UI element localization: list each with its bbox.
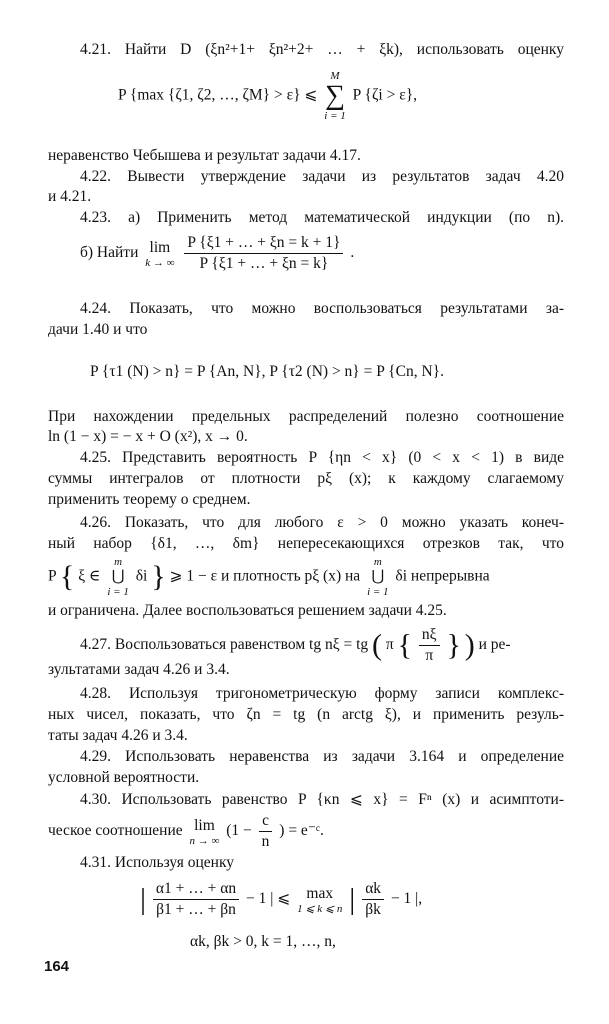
fraction-denominator: P {ξ1 + … + ξn = k} — [199, 255, 329, 272]
formula-4-21-left: P {max {ζ1, ζ2, …, ζM} > ε} ⩽ — [118, 86, 318, 104]
union-upper-2: m — [373, 556, 382, 568]
lim-word: lim — [194, 816, 215, 834]
union-sign-2: ⋃ — [371, 568, 385, 585]
problem-4-24-line3: При нахождении предельных распределений полезно соотношение — [48, 408, 564, 425]
formula-4-21-sum — [324, 70, 345, 122]
union-lower-2: i = 1 — [367, 586, 389, 598]
fraction-4-30 — [259, 812, 273, 851]
pi-symbol: π — [385, 636, 394, 654]
fraction-4-23 — [184, 234, 343, 273]
prob-symbol: P — [48, 567, 57, 585]
fraction-numerator: P {ξ1 + … + ξn = k + 1} — [184, 234, 343, 254]
fraction-denominator: β1 + … + βn — [156, 901, 236, 918]
abs-bar-left-2: | — [349, 882, 356, 916]
formula-4-26-end: δi непрерывна — [395, 567, 490, 585]
lim-word: lim — [149, 238, 171, 256]
union-operator-2 — [367, 556, 388, 598]
formula-4-21 — [118, 70, 417, 122]
fraction-numerator: αk — [362, 880, 384, 900]
fraction-numerator: c — [259, 812, 272, 832]
paren-open-expr: (1 − — [226, 822, 252, 840]
problem-4-22-line2: и 4.21. — [48, 188, 92, 205]
formula-4-31-end: − 1 |, — [390, 890, 423, 908]
problem-4-29-line1: 4.29. Использовать неравенства из задачи 3.164 и определение — [80, 748, 564, 765]
abs-bar-left: | — [140, 882, 147, 916]
limit-operator — [145, 239, 174, 269]
union-operator — [107, 556, 128, 598]
problem-4-27-tail: и ре- — [478, 636, 511, 654]
sum-lower-limit: i = 1 — [324, 110, 346, 122]
problem-4-28-line3: таты задач 4.26 и 3.4. — [48, 727, 188, 744]
delta-term: δi — [135, 567, 148, 585]
problem-4-25-line2: суммы интегралов от плотности pξ (x); к каждому слагаемому — [48, 470, 564, 487]
union-sign: ⋃ — [111, 568, 125, 585]
fraction-numerator: nξ — [419, 626, 440, 646]
problem-4-27-text: 4.27. Воспользоваться равенством tg nξ = tg — [80, 636, 369, 654]
sum-sign: ∑ — [325, 80, 345, 111]
formula-4-31 — [140, 880, 422, 919]
problem-4-28-line2: ных чисел, показать, что ζn = tg (n arctg ξ), и применить резуль- — [48, 706, 564, 723]
page-number: 164 — [44, 958, 70, 975]
xi-in: ξ ∈ — [78, 567, 101, 585]
problem-4-26-line4: и ограничена. Далее воспользоваться решением задачи 4.25. — [48, 602, 447, 619]
left-brace: { — [59, 560, 75, 593]
formula-end-dot: . — [350, 244, 355, 262]
problem-4-27-line2: зультатами задач 4.26 и 3.4. — [48, 661, 230, 678]
formula-4-26 — [48, 556, 490, 598]
left-brace-frac: { — [397, 628, 413, 662]
problem-4-23-b-label: б) Найти — [80, 244, 139, 262]
problem-4-28-line1: 4.28. Используя тригонометрическую форму записи комплекс- — [80, 685, 564, 702]
problem-4-31-text: 4.31. Используя оценку — [80, 854, 235, 871]
formula-4-31-middle: − 1 | ⩽ — [246, 890, 291, 908]
right-brace: } — [151, 560, 166, 593]
fraction-denominator: n — [261, 833, 270, 850]
limit-operator — [190, 817, 220, 847]
problem-4-30-line1: 4.30. Использовать равенство P {κn ⩽ x} = Fⁿ (x) и асимптоти- — [80, 791, 564, 808]
formula-4-31-conditions: αk, βk > 0, k = 1, …, n, — [190, 933, 336, 950]
lim-subscript: k → ∞ — [145, 256, 175, 269]
fraction-alpha-beta-k — [362, 880, 384, 919]
sum-upper-limit: M — [330, 70, 340, 82]
union-lower: i = 1 — [107, 586, 129, 598]
problem-4-25-line1: 4.25. Представить вероятность P {ηn < x} (0 < x < 1) в виде — [80, 449, 564, 466]
formula-4-21-right: P {ζi > ε}, — [352, 86, 418, 104]
fraction-alpha-beta-sum — [153, 880, 239, 919]
formula-4-30 — [48, 812, 324, 851]
formula-4-24: P {τ1 (N) > n} = P {An, N}, P {τ2 (N) > n} = P {Cn, N}. — [90, 363, 444, 380]
fraction-numerator: α1 + … + αn — [153, 880, 239, 900]
problem-4-30-line2: ческое соотношение — [48, 822, 183, 840]
problem-4-29-line2: условной вероятности. — [48, 769, 200, 786]
close-paren: ) — [464, 628, 475, 662]
problem-4-25-line3: применить теорему о среднем. — [48, 491, 251, 508]
fraction-denominator: βk — [365, 901, 381, 918]
problem-4-26-line2: ный набор {δ1, …, δm} непересекающихся отрезков так, что — [48, 535, 564, 552]
problem-4-24-line2: дачи 1.40 и что — [48, 321, 148, 338]
formula-4-23-b — [80, 234, 354, 273]
open-paren: ( — [372, 628, 383, 662]
union-upper: m — [114, 556, 123, 568]
problem-4-21-text: 4.21. Найти D (ξn²+1+ ξn²+2+ … + ξk), использовать оценку — [80, 41, 564, 58]
paren-close-expr: ) = e⁻ᶜ. — [279, 822, 324, 840]
problem-4-24-line4: ln (1 − x) = − x + O (x²), x → 0. — [48, 428, 248, 445]
problem-4-24-line1: 4.24. Показать, что можно воспользоваться результатами за- — [80, 300, 564, 317]
max-subscript: 1 ⩽ k ⩽ n — [297, 902, 343, 915]
problem-4-22-line1: 4.22. Вывести утверждение задачи из результатов задач 4.20 — [80, 168, 564, 185]
lim-subscript: n → ∞ — [189, 834, 220, 847]
formula-4-26-middle: ⩾ 1 − ε и плотность pξ (x) на — [169, 567, 361, 585]
max-operator — [297, 885, 342, 915]
max-word: max — [306, 884, 334, 902]
problem-4-26-line1: 4.26. Показать, что для любого ε > 0 можно указать конеч- — [80, 514, 564, 531]
problem-4-23-a: 4.23. а) Применить метод математической индукции (по n). — [80, 209, 564, 226]
right-brace-frac: } — [446, 628, 461, 662]
fraction-denominator: π — [425, 647, 434, 664]
problem-4-21-tail: неравенство Чебышева и результат задачи 4.17. — [48, 147, 361, 164]
